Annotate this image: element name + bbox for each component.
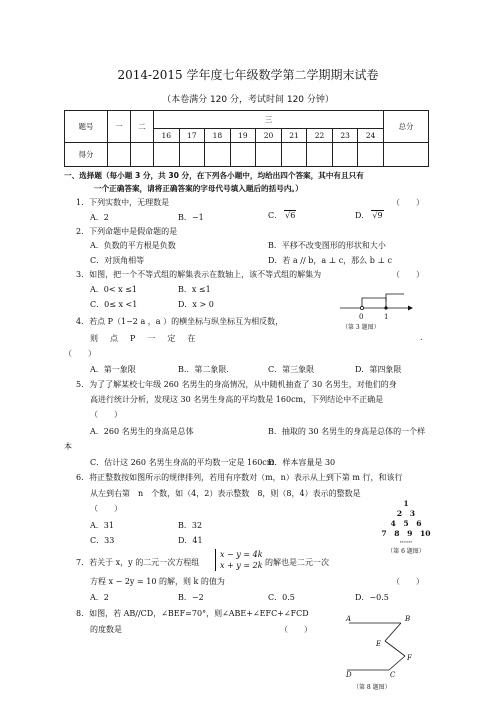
- q6-number-triangle-figure: [378, 499, 434, 555]
- point-label-f: F: [407, 654, 412, 662]
- point-label-c: C: [390, 671, 396, 679]
- score-cell[interactable]: [131, 143, 154, 167]
- q7-equation-system: [215, 549, 263, 571]
- q6-stem-line1: 6．将正整数按如图所示的规律排列，若用有序数对（m，n）表示从上到下第 m 行，和该行: [76, 473, 403, 482]
- q4-option-d: D．第四象限: [355, 365, 402, 374]
- score-cell[interactable]: [307, 143, 333, 167]
- q7-answer-paren: （ ）: [392, 577, 424, 586]
- q3-figure-caption: （第 3 题图）: [342, 324, 380, 331]
- q4-answer-paren: （ ）: [64, 349, 96, 358]
- q5-option-b-cont: 本: [64, 442, 72, 451]
- q7-stem-line2: 方程 x − 2y = 10 的解，则 k 的值为: [90, 577, 225, 586]
- q8-figure-caption: （第 8 题图）: [353, 684, 391, 691]
- score-cell[interactable]: [332, 143, 358, 167]
- q3-stem: 3．如图，把一个不等式组的解集表示在数轴上，该不等式组的解集为: [76, 270, 322, 279]
- triangle-row: 4 5 6: [390, 519, 422, 528]
- score-cell[interactable]: [179, 143, 205, 167]
- q2-option-c: C．对顶角相等: [90, 256, 145, 265]
- q6-figure-caption: （第 6 题图）: [387, 548, 425, 555]
- score-cell[interactable]: [154, 143, 180, 167]
- q3-option-b: B．x ≤1: [178, 285, 211, 294]
- q6-option-d: D．41: [178, 536, 203, 545]
- page-title: 2014-2015 学年度七年级数学第二学期期末试卷: [117, 68, 379, 82]
- score-table-col-total: 总分: [384, 111, 429, 143]
- number-line-svg: [338, 288, 414, 318]
- q6-stem-line2: 从左到右第 n 个数，如（4，2）表示整数 8，则（8，4）表示的整数是: [90, 489, 361, 498]
- point-label-d: D: [346, 671, 352, 679]
- q4-option-a: A．第一象限: [90, 365, 136, 374]
- q6-option-a: A．31: [90, 521, 114, 530]
- score-table-sub: 16: [154, 129, 180, 143]
- point-label-b: B: [405, 615, 411, 623]
- q7-equation-1: x − y = 4k: [220, 550, 263, 559]
- number-line-label-0: 0: [359, 313, 364, 321]
- q8-geometry-figure: [343, 612, 413, 692]
- score-table-sub: 20: [256, 129, 282, 143]
- score-table-col-3: 三: [154, 111, 384, 129]
- q4-option-c: C．第三象限: [268, 365, 315, 374]
- q2-option-d: D．若 a // b，a ⊥ c，那么 b ⊥ c: [268, 256, 392, 265]
- q3-option-a: A．0< x ≤1: [90, 285, 137, 294]
- score-table-sub: 23: [332, 129, 358, 143]
- q2-option-b: B．平移不改变图形的形状和大小: [268, 241, 386, 250]
- score-table-sub: 21: [281, 129, 307, 143]
- score-table-sub: 17: [179, 129, 205, 143]
- q1-answer-paren: （ ）: [392, 198, 424, 207]
- q7-option-c: C．0.5: [268, 593, 295, 602]
- section1-line1: 一、选择题（每小题 3 分，共 30 分，在下列各小题中，均给出四个答案，其中有且只有: [64, 171, 364, 180]
- q3-option-d: D．x > 0: [178, 300, 214, 309]
- page-subtitle: （本卷满分 120 分，考试时间 120 分钟）: [162, 95, 334, 105]
- score-table-label-tihao: 题号: [65, 111, 108, 143]
- q6-answer-paren: （ ）: [90, 504, 122, 513]
- q8-stem-line1: 8．如图，若 AB//CD，∠BEF=70°，则∠ABE+∠EFC+∠FCD: [76, 609, 309, 618]
- score-cell[interactable]: [230, 143, 256, 167]
- q8-stem-line2: 的度数是: [90, 625, 122, 634]
- point-label-a: A: [346, 615, 352, 623]
- section1-line2: 一个正确答案，请将正确答案的字母代号填入题后的括号内。）: [94, 184, 303, 193]
- q7-stem-post: 的解也是二元一次: [265, 558, 329, 567]
- score-cell[interactable]: [281, 143, 307, 167]
- q6-option-c: C．33: [90, 536, 115, 545]
- q1-option-c: C． √6: [268, 211, 296, 220]
- score-cell[interactable]: [358, 143, 384, 167]
- score-cell[interactable]: [384, 143, 429, 167]
- q1-option-c-radicand: 6: [290, 211, 296, 220]
- q6-option-b: B．32: [178, 521, 203, 530]
- q4-stem-line2: 则 点 P 一 定 在: [90, 334, 198, 343]
- score-table-col-2: 二: [131, 111, 154, 143]
- q2-option-a: A．负数的平方根是负数: [90, 241, 176, 250]
- number-line-label-1: 1: [384, 313, 389, 321]
- q8-answer-paren: （ ）: [280, 625, 312, 634]
- q7-option-d: D．−0.5: [355, 593, 389, 602]
- score-cell[interactable]: [256, 143, 282, 167]
- q4-dot: .: [420, 333, 423, 342]
- q5-option-c: C．估计这 260 名男生身高的平均数一定是 160cm: [90, 458, 275, 467]
- q1-option-a: A．2: [90, 213, 109, 222]
- score-table-sub: 18: [205, 129, 231, 143]
- score-table-sub: 22: [307, 129, 333, 143]
- q7-option-b: B．−2: [178, 593, 204, 602]
- triangle-row: 2 3: [396, 509, 416, 518]
- triangle-row: ······: [399, 539, 413, 546]
- score-cell[interactable]: [205, 143, 231, 167]
- score-table: [64, 110, 429, 167]
- q7-stem: 7．若关于 x，y 的二元一次方程组: [76, 558, 200, 567]
- q5-option-a: A．260 名男生的身高是总体: [90, 427, 194, 436]
- score-table-col-1: 一: [108, 111, 131, 143]
- score-table-sub: 19: [230, 129, 256, 143]
- q3-option-c: C．0≤ x <1: [90, 300, 138, 309]
- q4-stem: 4．若点 P（1−2 a ，a ）的横坐标与纵坐标互为相反数，: [76, 317, 284, 326]
- score-table-sub: 24: [358, 129, 384, 143]
- point-label-e: E: [376, 640, 382, 648]
- q5-stem-line1: 5．为了了解某校七年级 260 名男生的身高情况，从中随机抽查了 30 名男生，对他们的身: [76, 380, 397, 389]
- q1-option-b: B．−1: [178, 213, 204, 222]
- q7-equation-2: x + y = 2k: [220, 561, 263, 570]
- q7-option-a: A．2: [90, 593, 109, 602]
- triangle-row: 7 8 9 10: [381, 529, 431, 538]
- q5-answer-paren: （ ）: [90, 410, 122, 419]
- q2-stem: 2．下列命题中是假命题的是: [76, 227, 178, 236]
- q3-answer-paren: （ ）: [392, 270, 424, 279]
- q5-option-d: D．样本容量是 30: [268, 458, 336, 467]
- score-table-label-defen: 得分: [65, 143, 108, 167]
- q1-option-d: D． √9: [355, 211, 383, 220]
- q4-option-b: B.．第二象限.: [178, 365, 229, 374]
- q1-option-d-radicand: 9: [377, 211, 383, 220]
- q5-option-b: B．抽取的 30 名男生的身高是总体的一个样: [268, 427, 426, 436]
- score-cell[interactable]: [108, 143, 131, 167]
- q5-stem-line2: 高进行统计分析，发现这 30 名男生身高的平均数是 160cm，下列结论中不正确是: [90, 395, 384, 404]
- triangle-row: 1: [403, 499, 409, 508]
- q3-number-line-figure: [338, 288, 414, 332]
- q1-stem: 1．下列实数中，无理数是: [76, 198, 170, 207]
